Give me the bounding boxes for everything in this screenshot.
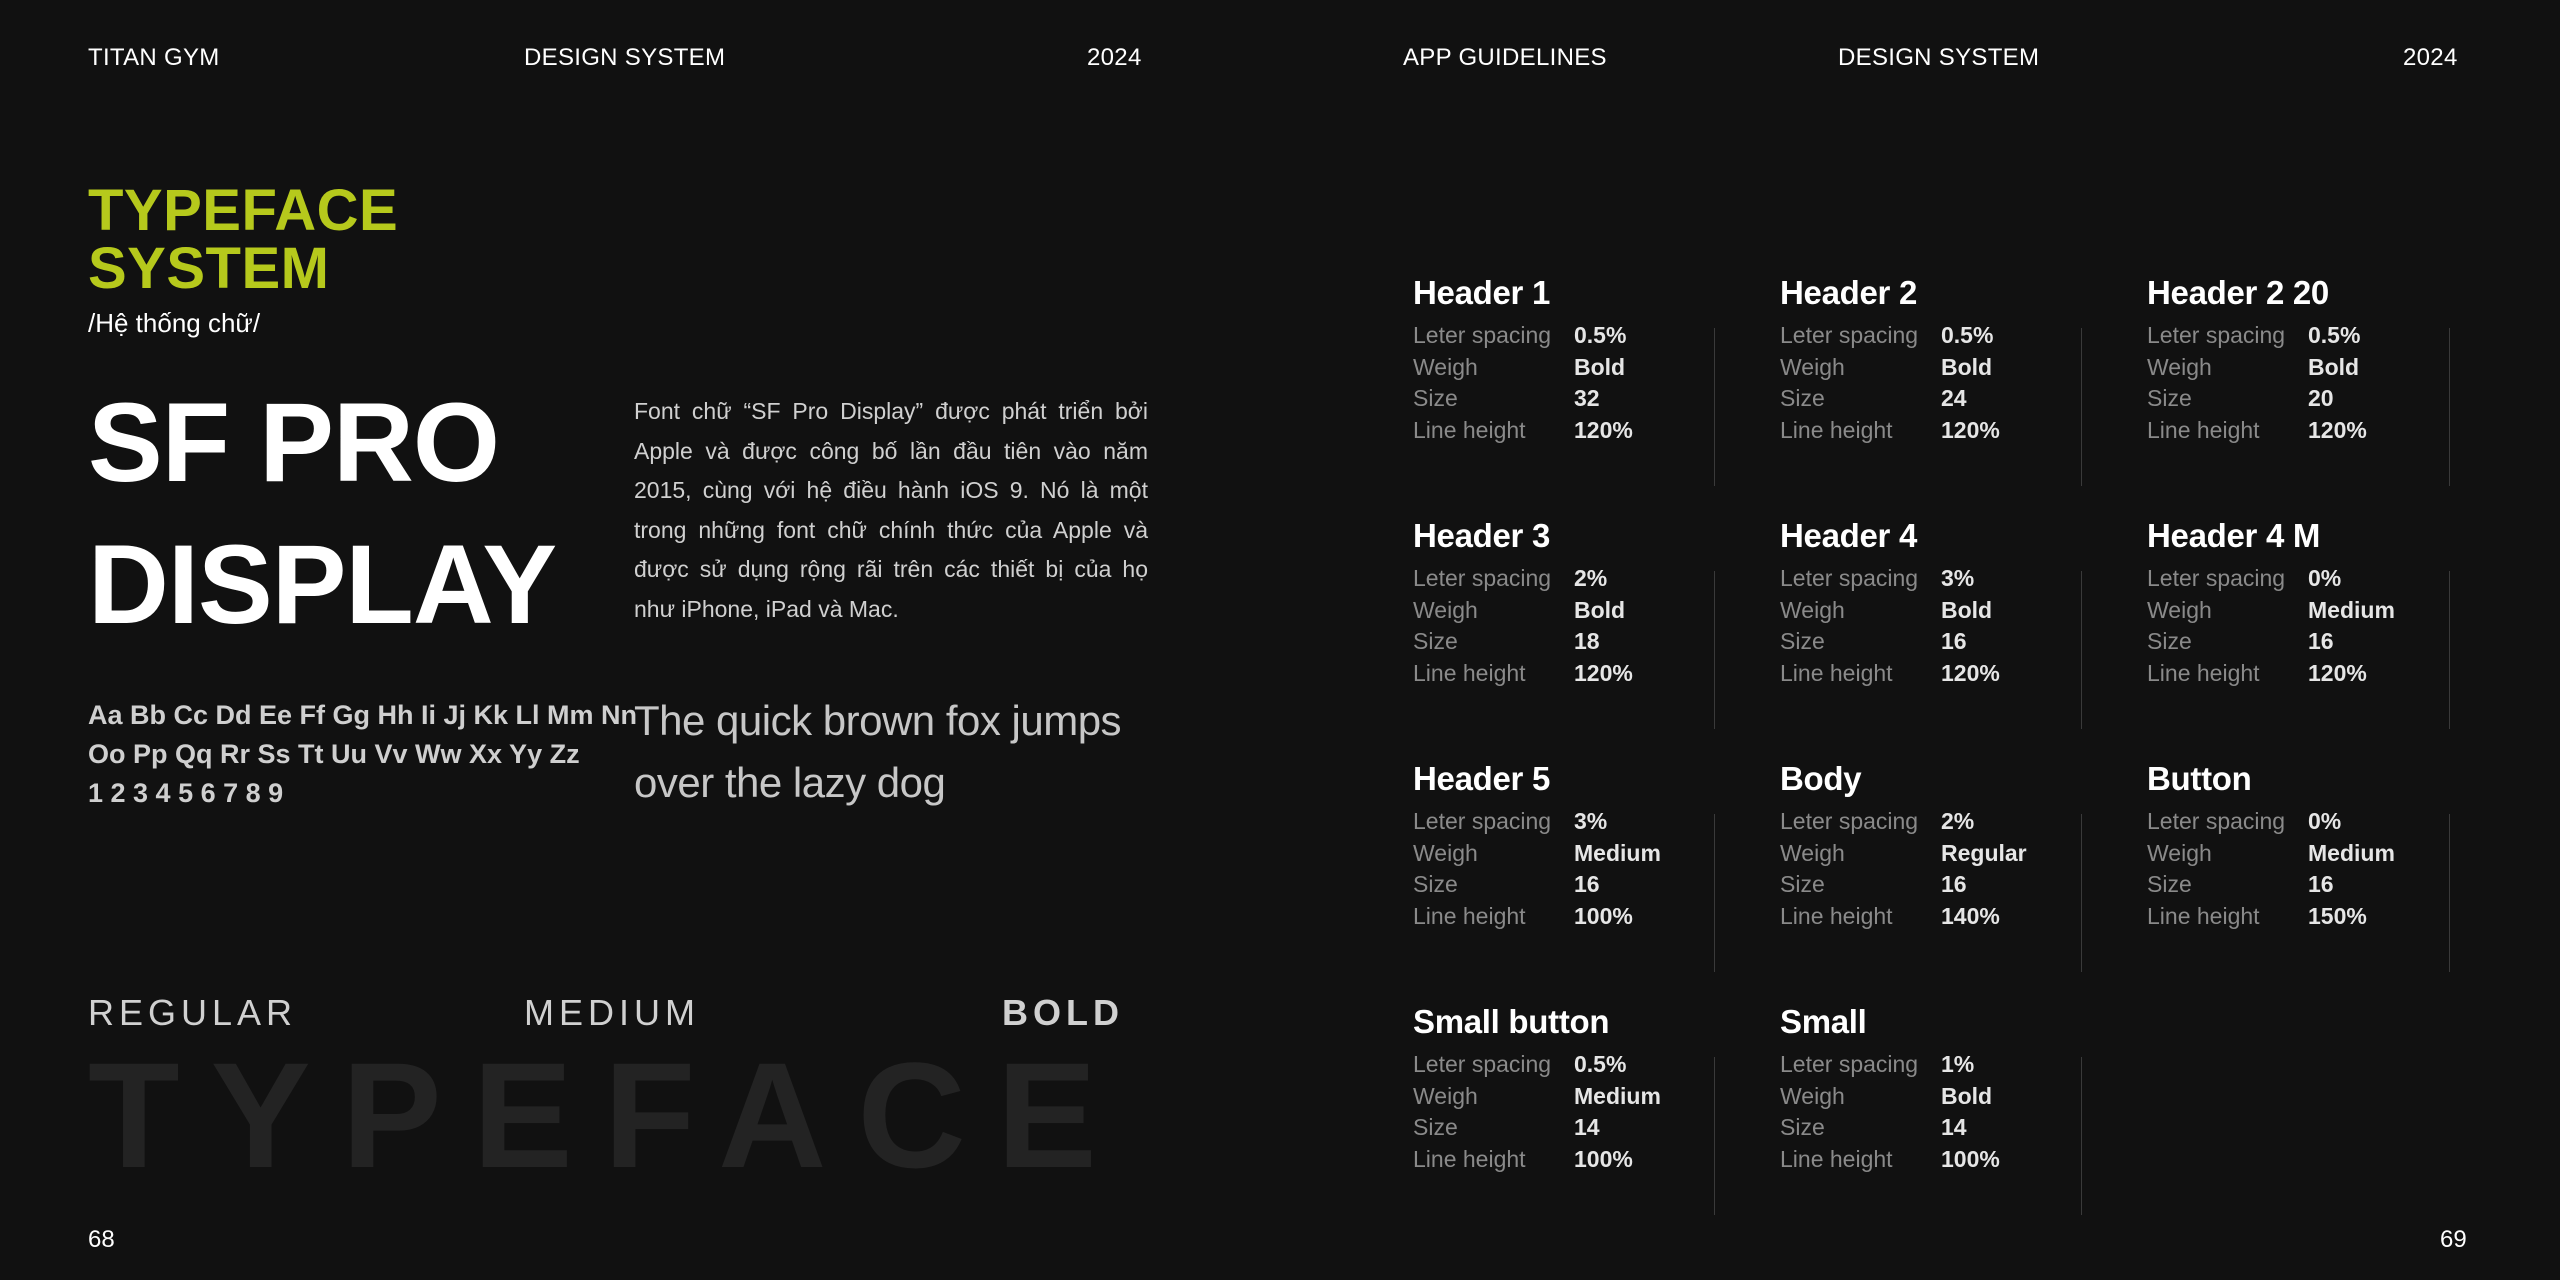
spec-card-title: Header 4: [1780, 517, 1918, 554]
spec-value: Medium: [2308, 596, 2395, 623]
header-section-right: DESIGN SYSTEM: [1838, 44, 2040, 71]
spec-row-weight: [2147, 352, 2467, 384]
spec-card-title: Button: [2147, 760, 2252, 797]
spec-card-title: Header 2: [1780, 274, 1918, 311]
spec-value: 2%: [1574, 565, 1608, 591]
spec-row-size: [1780, 626, 2100, 658]
spec-value: 120%: [1574, 416, 1633, 443]
spec-row-line-height: [2147, 901, 2467, 933]
spec-value: 0.5%: [1941, 322, 1994, 348]
spec-row-size: [2147, 626, 2467, 658]
spec-row-line-height: [1413, 901, 1733, 933]
spec-row-letter-spacing: [1413, 320, 1733, 352]
spec-key: Leter spacing: [2147, 808, 2286, 834]
spec-row-weight: [2147, 595, 2467, 627]
spec-card-title: Body: [1780, 760, 1862, 797]
spec-card: [2147, 517, 2467, 733]
spec-key: Weigh: [1413, 596, 1478, 623]
spec-row-line-height: [1780, 901, 2100, 933]
spec-value: 120%: [2308, 416, 2367, 443]
spec-key: Size: [2147, 628, 2192, 654]
spec-value: 16: [1941, 871, 1967, 897]
spec-value: 0.5%: [1574, 1051, 1627, 1077]
spec-value: 14: [1574, 1114, 1600, 1140]
spec-value: 0.5%: [1574, 322, 1627, 348]
spec-divider: [2081, 571, 2082, 729]
alphabet-line: 1 2 3 4 5 6 7 8 9: [88, 778, 284, 808]
spec-key: Weigh: [1413, 353, 1478, 380]
spec-card-title: Header 3: [1413, 517, 1551, 554]
weight-medium-label: MEDIUM: [524, 992, 700, 1033]
page-subtitle: /Hệ thống chữ/: [88, 308, 261, 338]
spec-row-weight: [1413, 838, 1733, 870]
spec-divider: [2081, 814, 2082, 972]
spec-card: [1413, 274, 1733, 490]
spec-key: Weigh: [1780, 353, 1845, 380]
font-name: [88, 372, 556, 656]
page-title-line: SYSTEM: [88, 236, 330, 301]
typeface-watermark: TYPEFACE: [88, 1031, 1128, 1199]
spec-card-title: Header 1: [1413, 274, 1551, 311]
spec-value: 140%: [1941, 902, 2000, 929]
spec-value: Medium: [1574, 1082, 1661, 1109]
spec-row-line-height: [2147, 658, 2467, 690]
spec-row-letter-spacing: [1413, 563, 1733, 595]
spec-card-title: Header 2 20: [2147, 274, 2329, 311]
spec-value: 20: [2308, 385, 2334, 411]
spec-row-weight: [1780, 1081, 2100, 1113]
spec-card: [1413, 517, 1733, 733]
spec-value: 0%: [2308, 565, 2342, 591]
spec-row-line-height: [1413, 1144, 1733, 1176]
spec-key: Line height: [1780, 659, 1893, 686]
spec-key: Line height: [1413, 416, 1526, 443]
spec-value: Bold: [1941, 596, 1993, 623]
header-guidelines: APP GUIDELINES: [1403, 44, 1607, 71]
spec-row-weight: [1413, 595, 1733, 627]
font-description: Font chữ “SF Pro Display” được phát triển bởi Apple và được công bố lần đầu tiên vào năm 2015, cùng với hệ điều hành iOS 9. Nó là một trong những font chữ chính thức của Apple và được sử dụng rộng rãi trên các thiết bị của họ như iPhone, iPad và Mac.: [634, 398, 1148, 622]
spec-key: Leter spacing: [1413, 322, 1552, 348]
spec-value: Bold: [1574, 353, 1626, 380]
page-number-left: 68: [88, 1226, 115, 1253]
spec-value: 0.5%: [2308, 322, 2361, 348]
spec-value: 120%: [1574, 659, 1633, 686]
spec-card-title: Header 5: [1413, 760, 1551, 797]
spec-row-weight: [1780, 838, 2100, 870]
spec-key: Leter spacing: [1413, 565, 1552, 591]
spec-value: 120%: [1941, 416, 2000, 443]
spec-key: Size: [2147, 385, 2192, 411]
spec-value: 1%: [1941, 1051, 1975, 1077]
spec-card: [1413, 1003, 1733, 1219]
spec-divider: [1714, 814, 1715, 972]
spec-row-line-height: [1780, 1144, 2100, 1176]
spec-card-title: Header 4 M: [2147, 517, 2321, 554]
spec-value: 150%: [2308, 902, 2367, 929]
spec-value: Bold: [1574, 596, 1626, 623]
spec-key: Leter spacing: [1413, 808, 1552, 834]
spec-key: Size: [2147, 871, 2192, 897]
pangram-specimen: The quick brown fox jumps over the lazy dog: [634, 697, 1122, 806]
spec-row-letter-spacing: [1413, 806, 1733, 838]
spec-card: [1780, 274, 2100, 490]
spec-row-weight: [1780, 595, 2100, 627]
spec-row-weight: [2147, 838, 2467, 870]
spec-value: 14: [1941, 1114, 1967, 1140]
spec-row-size: [1780, 383, 2100, 415]
spec-divider: [2449, 328, 2450, 486]
spec-divider: [2449, 814, 2450, 972]
spec-divider: [1714, 1057, 1715, 1215]
spec-value: 16: [2308, 628, 2334, 654]
spec-value: 16: [1574, 871, 1600, 897]
spec-key: Line height: [1780, 416, 1893, 443]
font-name-line: SF PRO: [88, 380, 499, 505]
spec-key: Weigh: [2147, 596, 2212, 623]
spec-value: 24: [1941, 385, 1967, 411]
spec-value: Bold: [2308, 353, 2360, 380]
spec-value: 120%: [1941, 659, 2000, 686]
spec-value: 32: [1574, 385, 1600, 411]
spec-key: Size: [1780, 1114, 1825, 1140]
header-year-right: 2024: [2403, 44, 2458, 71]
spec-card: [1780, 517, 2100, 733]
spec-row-letter-spacing: [2147, 320, 2467, 352]
spec-value: 18: [1574, 628, 1600, 654]
spec-key: Weigh: [1780, 596, 1845, 623]
alphabet-line: Oo Pp Qq Rr Ss Tt Uu Vv Ww Xx Yy Zz: [88, 739, 580, 769]
spec-key: Line height: [2147, 659, 2260, 686]
spec-row-letter-spacing: [1780, 806, 2100, 838]
alphabet-specimen: [88, 696, 638, 813]
spec-row-size: [1413, 626, 1733, 658]
spec-card: [2147, 274, 2467, 490]
spec-value: 3%: [1941, 565, 1975, 591]
spec-key: Weigh: [1413, 1082, 1478, 1109]
spec-key: Leter spacing: [1780, 1051, 1919, 1077]
spec-divider: [1714, 328, 1715, 486]
spec-row-size: [1780, 1112, 2100, 1144]
spec-key: Line height: [2147, 416, 2260, 443]
spec-key: Weigh: [1413, 839, 1478, 866]
spec-key: Size: [1413, 385, 1458, 411]
spec-divider: [2081, 328, 2082, 486]
alphabet-line: Aa Bb Cc Dd Ee Ff Gg Hh Ii Jj Kk Ll Mm Nn: [88, 700, 638, 730]
spec-row-size: [2147, 869, 2467, 901]
spec-card: [1780, 760, 2100, 976]
page-title-line: TYPEFACE: [88, 178, 399, 243]
font-name-line: DISPLAY: [88, 522, 557, 647]
spec-key: Weigh: [2147, 353, 2212, 380]
spec-value: 100%: [1941, 1145, 2000, 1172]
spec-value: 0%: [2308, 808, 2342, 834]
spec-key: Size: [1413, 628, 1458, 654]
spec-divider: [2449, 571, 2450, 729]
spec-row-line-height: [2147, 415, 2467, 447]
spec-row-line-height: [1780, 658, 2100, 690]
spec-divider: [1714, 571, 1715, 729]
spec-key: Size: [1780, 871, 1825, 897]
spec-row-letter-spacing: [1413, 1049, 1733, 1081]
spec-value: 100%: [1574, 1145, 1633, 1172]
header-brand: TITAN GYM: [88, 44, 220, 71]
spec-value: Bold: [1941, 1082, 1993, 1109]
spec-card-title: Small button: [1413, 1003, 1610, 1040]
header-year: 2024: [1087, 44, 1142, 71]
spec-row-weight: [1413, 352, 1733, 384]
spec-value: 3%: [1574, 808, 1608, 834]
spec-key: Size: [1413, 1114, 1458, 1140]
spec-key: Line height: [2147, 902, 2260, 929]
spec-row-line-height: [1413, 415, 1733, 447]
spec-value: Medium: [1574, 839, 1661, 866]
page-number-right: 69: [2440, 1226, 2467, 1253]
spec-value: 120%: [2308, 659, 2367, 686]
spec-value: Regular: [1941, 839, 2027, 866]
spec-row-letter-spacing: [1780, 320, 2100, 352]
spec-key: Size: [1413, 871, 1458, 897]
spec-key: Line height: [1780, 1145, 1893, 1172]
spec-row-weight: [1413, 1081, 1733, 1113]
spec-card: [1780, 1003, 2100, 1219]
spec-key: Line height: [1413, 902, 1526, 929]
page-title: [88, 178, 399, 301]
spec-row-size: [1780, 869, 2100, 901]
spec-key: Size: [1780, 385, 1825, 411]
spec-row-letter-spacing: [1780, 1049, 2100, 1081]
spec-row-size: [1413, 869, 1733, 901]
spec-row-letter-spacing: [2147, 806, 2467, 838]
spec-value: 16: [1941, 628, 1967, 654]
spec-key: Leter spacing: [1780, 565, 1919, 591]
spec-key: Line height: [1413, 1145, 1526, 1172]
spec-row-line-height: [1413, 658, 1733, 690]
spec-key: Line height: [1413, 659, 1526, 686]
spec-divider: [2081, 1057, 2082, 1215]
spec-key: Line height: [1780, 902, 1893, 929]
spec-value: Medium: [2308, 839, 2395, 866]
spec-row-size: [2147, 383, 2467, 415]
spec-row-line-height: [1780, 415, 2100, 447]
spec-card: [2147, 760, 2467, 976]
spec-key: Weigh: [1780, 839, 1845, 866]
weight-regular-label: REGULAR: [88, 992, 298, 1033]
spec-key: Leter spacing: [1780, 322, 1919, 348]
spec-row-letter-spacing: [1780, 563, 2100, 595]
spec-card-title: Small: [1780, 1003, 1867, 1040]
spec-value: 100%: [1574, 902, 1633, 929]
spec-key: Weigh: [1780, 1082, 1845, 1109]
spec-value: 2%: [1941, 808, 1975, 834]
spec-key: Leter spacing: [1413, 1051, 1552, 1077]
header-section: DESIGN SYSTEM: [524, 44, 726, 71]
spec-key: Size: [1780, 628, 1825, 654]
spec-row-weight: [1780, 352, 2100, 384]
spec-key: Leter spacing: [2147, 565, 2286, 591]
weight-bold-label: BOLD: [1002, 992, 1124, 1033]
spec-value: 16: [2308, 871, 2334, 897]
spec-row-size: [1413, 383, 1733, 415]
spec-value: Bold: [1941, 353, 1993, 380]
spec-card: [1413, 760, 1733, 976]
spec-key: Weigh: [2147, 839, 2212, 866]
spec-row-size: [1413, 1112, 1733, 1144]
spec-row-letter-spacing: [2147, 563, 2467, 595]
spec-key: Leter spacing: [1780, 808, 1919, 834]
spec-key: Leter spacing: [2147, 322, 2286, 348]
